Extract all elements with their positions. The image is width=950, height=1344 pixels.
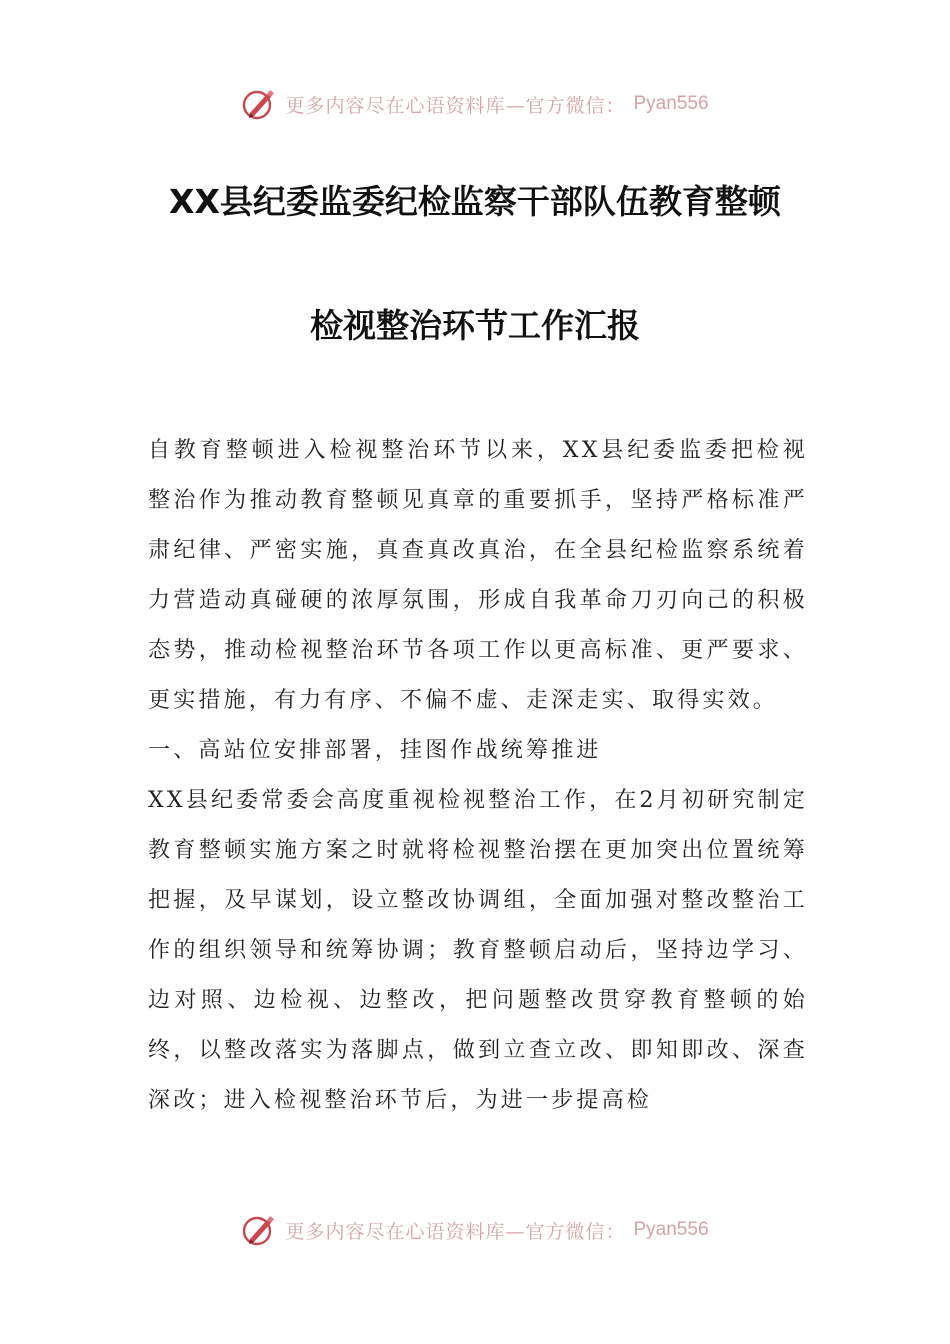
pen-logo-icon (241, 1212, 277, 1248)
document-body (148, 426, 808, 1126)
watermark-wechat-id: Pyan556 (633, 1219, 709, 1240)
document-title-line-2: 检视整治环节工作汇报 (310, 306, 640, 345)
watermark-wechat-id: Pyan556 (633, 93, 709, 114)
watermark-text: 更多内容尽在心语资料库—官方微信： (285, 1220, 626, 1243)
section-heading-1: 一、高站位安排部署，挂图作战统筹推进 (148, 738, 602, 763)
paragraph-section-1: XX县纪委常委会高度重视检视整治工作，在2月初研究制定教育整顿实施方案之时就将检视整治摆在更加突出位置统筹把握，及早谋划，设立整改协调组，全面加强对整改整治工作的组织领导和统筹协调；教育整顿启动后，坚持边学习、边对照、边检视、边整改，把问题整改贯穿教育整顿的始终，以整改落实为落脚点，做到立查立改、即知即改、深查深改；进入检视整治环节后，为进一步提高检 (148, 788, 808, 1113)
watermark-top (0, 84, 950, 124)
watermark-bottom (0, 1210, 950, 1250)
pen-logo-icon (241, 86, 277, 122)
paragraph-intro: 自教育整顿进入检视整治环节以来，XX县纪委监委把检视整治作为推动教育整顿见真章的重要抓手，坚持严格标准严肃纪律、严密实施，真查真改真治，在全县纪检监察系统着力营造动真碰硬的浓厚氛围，形成自我革命刀刃向己的积极态势，推动检视整治环节各项工作以更高标准、更严要求、更实措施，有力有序、不偏不虚、走深走实、取得实效。 (148, 438, 808, 713)
watermark-text: 更多内容尽在心语资料库—官方微信： (285, 94, 626, 117)
document-title-line-1: XX县纪委监委纪检监察干部队伍教育整顿 (169, 182, 781, 221)
